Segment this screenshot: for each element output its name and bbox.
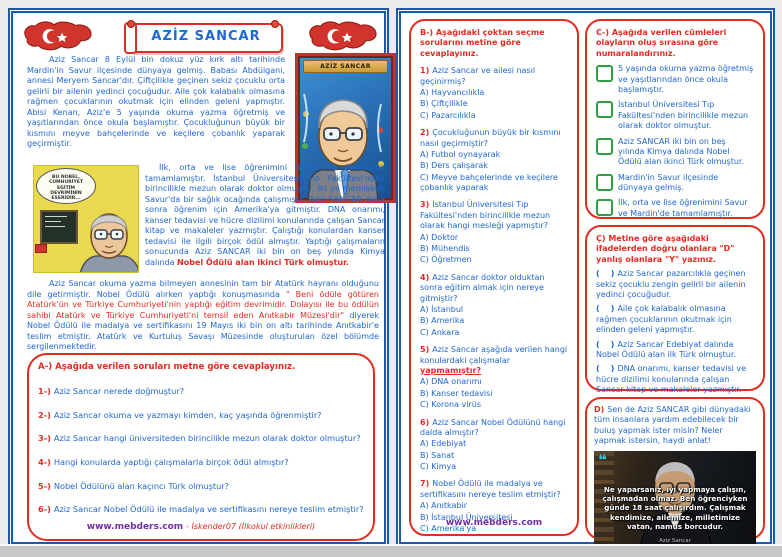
option-b: B) Amerika — [420, 316, 465, 326]
option-a: A) Edebiyat — [420, 439, 467, 449]
portrait-name-banner: AZİZ SANCAR — [303, 60, 388, 73]
answer-blank[interactable]: ( ) — [596, 364, 615, 374]
nobel-cartoon — [33, 165, 139, 273]
website-link[interactable]: www.mebders.com — [445, 518, 543, 529]
answer-checkbox[interactable] — [596, 65, 613, 82]
question-number: 2) — [420, 128, 430, 138]
right-page-footer — [411, 518, 577, 530]
ordering-item-1 — [596, 64, 754, 95]
true-false-text: Aziz Sancar pazarcılıkla geçinen sekiz çocuklu zengin gelirli bir ailenin yedinci çocuğudur. — [596, 269, 746, 299]
ataturk-paragraph-text2: diyerek Nobel Ödülü ile madalya ve sertifikasını 19 Mayıs iki bin on altı tarihinde Anıtkabir'e teslim etmiştir. Atatürk ve Kurtuluş Savaşı Müzesinde oluşturulan özel bölümde sergilenmektedir. — [27, 310, 380, 352]
ordering-item-text: İstanbul Üniversitesi Tıp Fakültesi'nden birincilikle mezun olarak doktor olmuştur. — [618, 100, 749, 131]
mc-question-5 — [420, 345, 568, 410]
author-credit: - İskender07 (İlkokul etkinlikleri) — [186, 522, 316, 532]
page-title: AZİZ SANCAR — [151, 29, 261, 44]
option-a: A) İstanbul — [420, 304, 464, 314]
question-number: 2-) — [38, 409, 51, 420]
option-b: B) İstanbul Üniversitesi — [420, 512, 513, 522]
option-c: C) Öğretmen — [420, 255, 472, 265]
question-a2 — [38, 410, 364, 421]
option-c: C) Meyve bahçelerinde ve keçilere çobanlık yaparak — [420, 172, 558, 193]
question-number: 5-) — [38, 480, 51, 491]
mc-question-2 — [420, 128, 568, 193]
question-a4 — [38, 457, 364, 468]
education-paragraph — [145, 163, 385, 268]
option-a: A) Hayvancılıkla — [420, 87, 485, 97]
question-number: 1) — [420, 66, 430, 76]
section-c-header: C-) Aşağıda verilen cümleleri olayların oluş sırasına göre numaralandırınız. — [596, 28, 727, 58]
question-text: Nobel Ödülünü alan kaçıncı Türk olmuştur? — [53, 480, 230, 491]
right-page-border — [399, 11, 772, 544]
option-a: A) Doktor — [420, 232, 459, 242]
blackboard-icon — [40, 210, 78, 244]
ataturk-paragraph — [27, 279, 379, 353]
true-false-item-3 — [596, 340, 754, 361]
question-number: 5) — [420, 345, 430, 355]
option-a: A) DNA onarımı — [420, 377, 482, 387]
option-c: C) Pazarcılıkla — [420, 110, 476, 120]
nobel-highlight-text: Nobel Ödülü alan ikinci Türk olmuştur. — [177, 257, 349, 267]
question-number: 6) — [420, 417, 430, 427]
section-a-box — [27, 353, 375, 541]
education-paragraph-text: İlk, orta ve lise öğrenimini Savur ve Mardin'de tamamlamıştır. İstanbul Üniversitesi Tıp Fakültesi'nden birincilikle mezun olarak doktor olmuştur. İki yıl memleketi Savur'da bir sağlık ocağında çalışmıştır. Aziz SANCAR daha sonra öğrenim için Amerika'ya gitmiştir. DNA onarımı, kanser tedavisi ve hücre dizilimi konularında çalışan Sancar kitap ve makaleler yazmıştır. Çalıştığı konulardan kanser tedavisi ile ilgili birçok ödül almıştır. Yaptığı çalışmaların sonucunda Aziz SANCAR iki bin on beş yılında Kimya dalında — [145, 163, 385, 267]
ordering-item-text: Mardin'in Savur ilçesinde dünyaya gelmiş. — [618, 172, 719, 193]
option-c: C) Ankara — [420, 327, 460, 337]
answer-checkbox[interactable] — [596, 138, 613, 155]
section-c2-header: Ç) Metine göre aşağıdaki ifadelerden doğru olanlara "D" yanlış olanlara "Y" yazınız. — [596, 234, 735, 264]
true-false-item-2 — [596, 304, 754, 335]
option-c: C) Amerika'ya — [420, 524, 477, 534]
section-c2-box — [585, 225, 765, 395]
option-a: A) Anıtkabir — [420, 501, 468, 511]
answer-blank[interactable]: ( ) — [596, 304, 615, 314]
question-text: Nobel Ödülü ile madalya ve sertifikasını nereye teslim etmiştir? — [420, 479, 561, 499]
option-b: B) Sanat — [420, 450, 455, 460]
option-c: C) Korona virüs — [420, 400, 481, 410]
question-text: Aziz Sancar okuma ve yazmayı kimden, kaç yaşında öğrenmiştir? — [53, 409, 322, 420]
option-b: B) Kanser tedavisi — [420, 388, 493, 398]
answer-checkbox[interactable] — [596, 174, 613, 191]
ordering-item-2 — [596, 100, 754, 131]
pin-icon — [127, 20, 135, 28]
question-text: Hangi konularda yaptığı çalışmalarla birçok ödül almıştır? — [53, 457, 289, 468]
section-b-box — [409, 19, 579, 536]
pin-icon — [271, 20, 279, 28]
question-a5 — [38, 481, 364, 492]
answer-checkbox[interactable] — [596, 101, 613, 118]
question-number: 3) — [420, 200, 430, 210]
question-number: 3-) — [38, 433, 51, 444]
speech-bubble: BU NOBEL, CUMHURİYET EĞİTİM DEVRİMİNİN ESERİDİR... — [36, 168, 96, 204]
true-false-item-4 — [596, 364, 754, 395]
left-page-border — [11, 11, 386, 544]
answer-checkbox[interactable] — [596, 199, 613, 216]
aziz-sancar-photo — [594, 451, 756, 548]
option-b: B) Mühendis — [420, 244, 470, 254]
ordering-item-text: 5 yaşında okuma yazma öğretmiş ve yaşıtlarından önce okula başlamıştır. — [618, 64, 754, 94]
question-text: Aziz Sancar aşağıda verilen hangi konulardaki çalışmalar — [420, 345, 568, 365]
question-text: Aziz Sancar nerede doğmuştur? — [53, 386, 185, 397]
section-d-prompt — [594, 405, 756, 447]
question-text: Aziz Sancar hangi üniversiteden birincilikle mezun olarak doktor olmuştur? — [53, 433, 361, 444]
question-number: 4) — [420, 272, 430, 282]
left-page-footer — [29, 522, 373, 534]
question-text: Aziz Sancar Nobel Ödülü ile madalya ve sertifikasını nereye teslim etmiştir? — [53, 504, 364, 515]
turkey-map-flag-icon — [21, 17, 93, 57]
quote-mark-icon: ❝ — [598, 450, 607, 469]
option-a: A) Futbol oynayarak — [420, 149, 501, 159]
true-false-text: Aziz Sancar Edebiyat dalında Nobel Ödülü alan ilk Türk olmuştur. — [596, 339, 736, 359]
website-link[interactable]: www.mebders.com — [86, 522, 184, 533]
mc-question-4 — [420, 273, 568, 338]
ordering-item-text: İlk, orta ve lise öğrenimini Savur ve Mardin'de tamamlamıştır. — [618, 198, 748, 218]
right-page — [396, 8, 775, 547]
option-b: B) Ders çalışarak — [420, 161, 488, 171]
question-a1 — [38, 386, 364, 397]
question-number: 1-) — [38, 386, 51, 397]
true-false-text: Aile çok kalabalık olmasına rağmen çocuklarının okutmak için elinden geleni yapmıştır. — [596, 304, 732, 335]
underlined-keyword: yapmamıştır? — [420, 365, 482, 375]
section-d-label: D) — [594, 405, 605, 414]
question-text: Aziz Sancar doktor olduktan sonra eğitim almak için nereye gitmiştir? — [420, 272, 545, 303]
question-text: Aziz Sancar ve ailesi nasıl geçinirmiş? — [420, 66, 536, 86]
true-false-text: DNA onarımı, kanser tedavisi ve hücre dizilimi konularında çalışan Sancar kitap ve makaleler yazmıştır. — [596, 364, 747, 395]
title-banner — [129, 23, 283, 53]
intro-paragraph: Aziz Sancar 8 Eylül bin dokuz yüz kırk altı tarihinde Mardin'in Savur ilçesinde dünyaya gelmiş. Babası Abdülgani, annesi Meryem Sancar'dır. Çiftçilikle geçinen sekiz çocuklu orta gelirli bir ailenin yedinci çocuğudur. Aile çok kalabalık olmasına rağmen çocuklarının okutmak için elinden geleni yapmıştır. Abisi Kenan, Aziz'e 5 yaşında okuma yazma öğretmiş ve yaşıtlarından önce okula başlamıştır. Çocukluğunun büyük bir kısmını meyve bahçelerinde ve keçilere çobanlık yaparak geçirmiştir. — [27, 55, 285, 149]
section-a-header: A-) Aşağıda verilen soruları metne göre cevaplayınız. — [38, 362, 296, 372]
ordering-item-4 — [596, 173, 754, 194]
question-number: 7) — [420, 479, 430, 489]
ordering-item-3 — [596, 137, 754, 168]
left-page — [8, 8, 389, 547]
section-d-text: Sen de Aziz SANCAR gibi dünyadaki tüm insanlara yardım edebilecek bir buluş yapmak ister misin? Neler yapmak istersin, haydi anlat! — [594, 405, 751, 446]
ordering-item-text: Aziz SANCAR iki bin on beş yılında Kimya dalında Nobel Ödülü alan ikinci Türk olmuştur. — [618, 136, 745, 167]
true-false-item-1 — [596, 269, 754, 300]
speech-quote-text: " Beni ödüle götüren Atatürk'ün ve Türkiye Cumhuriyeti'nin yaptığı eğitim devrimidir. Dolayısı ile bu ödülün sahibi Atatürk ve Türkiye Cumhuriyeti'ni temsil eden Anıtkabir Müzesi'dir" — [27, 289, 379, 320]
question-a3 — [38, 433, 364, 444]
question-text: Çocukluğunun büyük bir kısmını nasıl geçirmiştir? — [420, 128, 561, 148]
mc-question-6 — [420, 418, 568, 473]
mc-question-1 — [420, 66, 568, 121]
quote-text: Ne yaparsanız, iyi yapmaya çalışın, çalışmadan olmaz. Ben öğrenciyken günde 18 saat çalışırdım. Çalışmak kendimize, ailemize, milletimize vatan, namus borcudur. — [602, 484, 748, 531]
question-text: İstanbul Üniversitesi Tıp Fakültesi'nden birincilikle mezun olarak hangi mesleği yapmıştır? — [420, 200, 551, 231]
option-c: C) Kimya — [420, 462, 457, 472]
cartoon-man-face — [76, 210, 139, 273]
turkish-flag-icon — [35, 244, 47, 253]
quote-attribution: Aziz Sancar — [659, 538, 691, 545]
option-b: B) Çiftçilikle — [420, 99, 468, 109]
mc-question-3 — [420, 200, 568, 265]
section-d-box — [585, 397, 765, 545]
section-c-box — [585, 19, 765, 219]
ataturk-paragraph-text1: Aziz Sancar okuma yazma bilmeyen annesinin tam bir Atatürk hayranı olduğunu dile getirmiştir. Nobel Ödülü alırken yaptığı konuşmasında — [27, 279, 379, 299]
question-text: Aziz Sancar Nobel Ödülünü hangi dalda almıştır? — [420, 417, 566, 437]
desk-background — [0, 544, 782, 557]
question-number: 4-) — [38, 457, 51, 468]
ordering-item-5 — [596, 198, 754, 219]
turkey-map-flag-icon — [306, 17, 378, 57]
question-number: 6-) — [38, 504, 51, 515]
answer-blank[interactable]: ( ) — [596, 269, 615, 279]
question-a6 — [38, 504, 364, 515]
section-b-header: B-) Aşağıdaki çoktan seçme sorularını metine göre cevaplayınız. — [420, 28, 545, 58]
answer-blank[interactable]: ( ) — [596, 339, 615, 349]
